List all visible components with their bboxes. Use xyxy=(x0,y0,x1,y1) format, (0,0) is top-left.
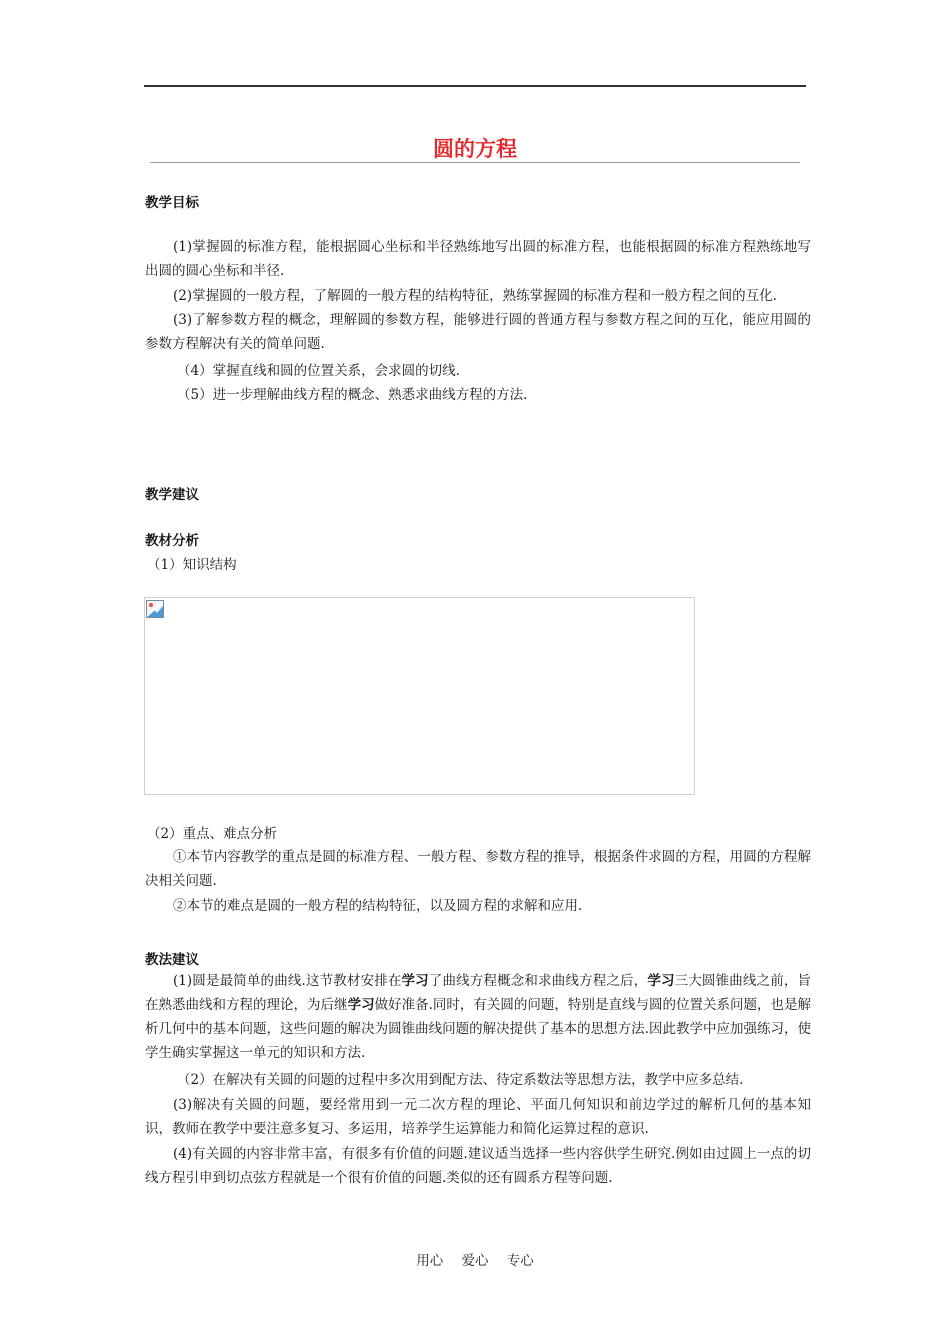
broken-image-icon xyxy=(146,600,164,618)
analysis-heading: 教材分析 xyxy=(145,533,199,549)
method-paragraph-4: (4)有关圆的内容非常丰富，有很多有价值的问题.建议适当选择一些内容供学生研究.例如由过圆上一点的切线方程引申到切点弦方程就是一个很有价值的问题.类似的还有圆系方程等问题. xyxy=(145,1146,811,1186)
method-p1-part-d: 做好准备.同时，有关圆的问题，特别是直线与圆的位置关系问题，也是解析几何中的基本问题，这些问题的解决为圆锥曲线问题的解决提供了基本的思想方法.因此教学中应加强练习，使学生确实掌握这一单元的知识和方法. xyxy=(145,997,812,1061)
goal-item-4: （4）掌握直线和圆的位置关系，会求圆的切线. xyxy=(177,363,460,379)
goal-item-1: (1)掌握圆的标准方程，能根据圆心坐标和半径熟练地写出圆的标准方程，也能根据圆的标准方程熟练地写出圆的圆心坐标和半径. xyxy=(145,239,811,279)
key-points-label: （2）重点、难点分析 xyxy=(147,826,278,842)
knowledge-structure-label: （1）知识结构 xyxy=(147,557,237,573)
method-p1-part-c: 三大圆锥曲线之前，旨在熟悉曲线和方程的理论，为后继 xyxy=(145,973,812,1013)
keyword-study-3: 学习 xyxy=(347,997,375,1013)
goal-item-2: (2)掌握圆的一般方程，了解圆的一般方程的结构特征，熟练掌握圆的标准方程和一般方程之间的互化. xyxy=(173,288,777,304)
key-point-1: ①本节内容教学的重点是圆的标准方程、一般方程、参数方程的推导，根据条件求圆的方程，用圆的方程解决相关问题. xyxy=(145,849,811,889)
method-paragraph-1 xyxy=(145,969,811,1065)
header-rule xyxy=(144,85,806,87)
advice-heading: 教学建议 xyxy=(145,487,199,503)
goal-item-5: （5）进一步理解曲线方程的概念、熟悉求曲线方程的方法. xyxy=(177,387,528,403)
goals-heading: 教学目标 xyxy=(145,195,199,211)
method-p1-part-a: (1)圆是最简单的曲线.这节教材安排在 xyxy=(173,973,402,989)
keyword-study-2: 学习 xyxy=(647,973,675,989)
method-heading: 教法建议 xyxy=(145,952,199,968)
page-footer: 用心 爱心 专心 xyxy=(416,1253,534,1269)
knowledge-structure-image xyxy=(144,597,695,795)
key-point-2: ②本节的难点是圆的一般方程的结构特征，以及圆方程的求解和应用. xyxy=(173,898,583,914)
keyword-study-1: 学习 xyxy=(401,973,429,989)
method-paragraph-2: （2）在解决有关圆的问题的过程中多次用到配方法、待定系数法等思想方法，教学中应多总结. xyxy=(177,1072,744,1088)
method-paragraph-3: (3)解决有关圆的问题，要经常用到一元二次方程的理论、平面几何知识和前边学过的解析几何的基本知识，教师在教学中要注意多复习、多运用，培养学生运算能力和简化运算过程的意识. xyxy=(145,1097,811,1137)
page-title: 圆的方程 xyxy=(433,137,517,161)
method-p1-part-b: 了曲线方程概念和求曲线方程之后， xyxy=(428,973,648,989)
title-underline xyxy=(150,162,800,163)
goal-item-3: (3)了解参数方程的概念，理解圆的参数方程，能够进行圆的普通方程与参数方程之间的互化，能应用圆的参数方程解决有关的简单问题. xyxy=(145,312,811,352)
